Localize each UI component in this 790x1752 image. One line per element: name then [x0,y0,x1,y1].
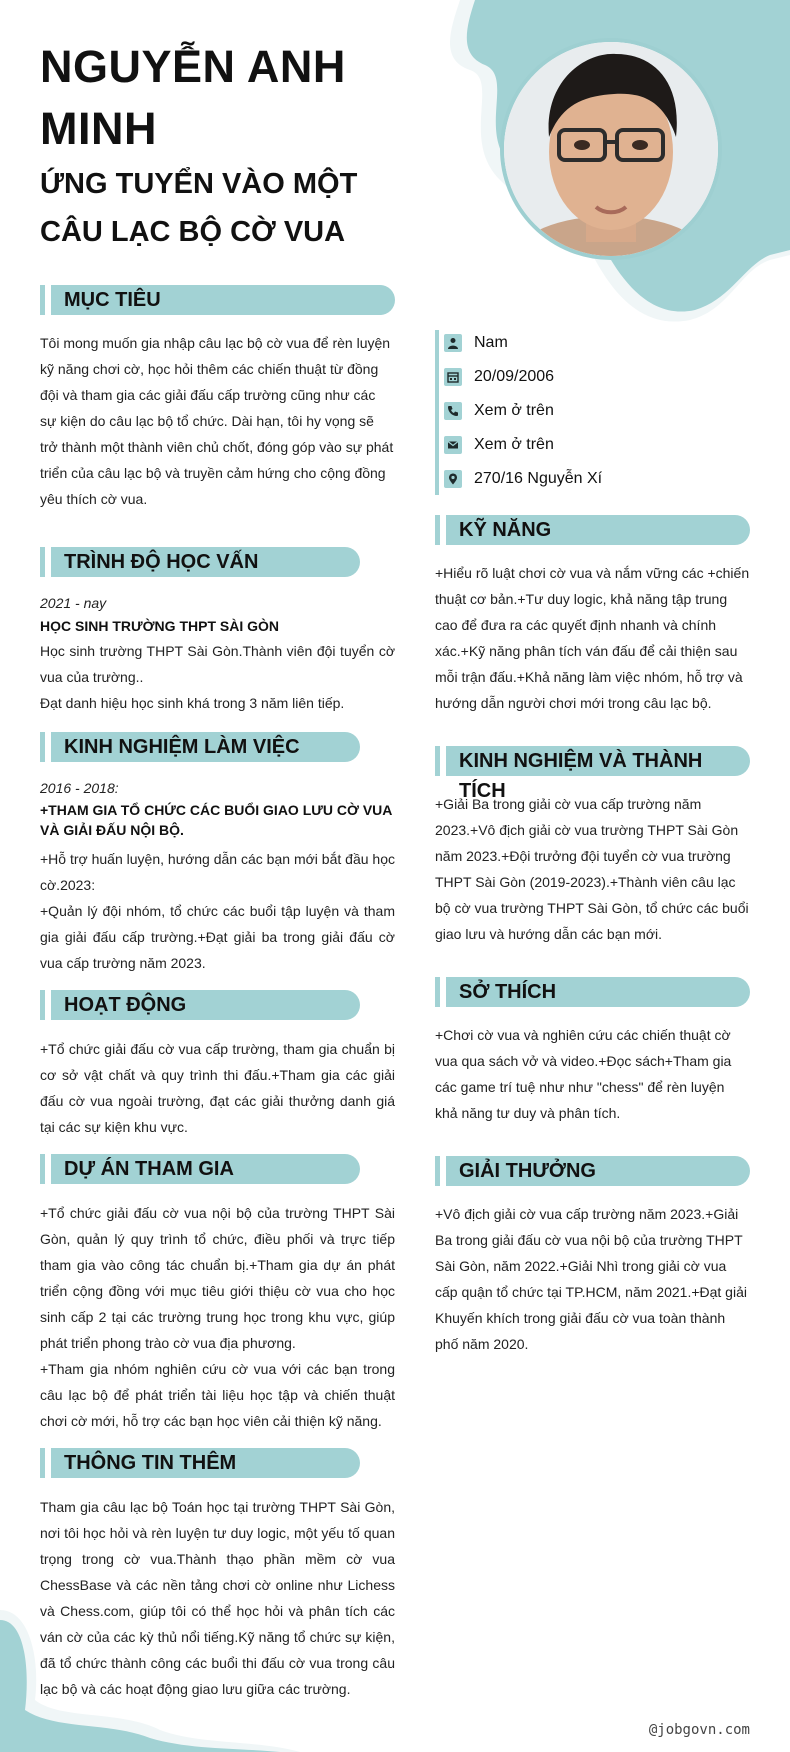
gender-text: Nam [474,334,508,351]
contact-phone [444,397,554,425]
watermark-text: @jobgovn.com [648,1722,750,1738]
contact-address [444,465,602,493]
applied-position: ỨNG TUYỂN VÀO MỘT CÂU LẠC BỘ CỜ VUA [40,168,358,248]
contact-email [444,431,554,459]
education-line-1: Học sinh trường THPT Sài Gòn.Thành viên đội tuyển cờ vua của trường.. [40,643,395,685]
projects-text-2: +Tham gia nhóm nghiên cứu cờ vua với các bạn trong câu lạc bộ để phát triển tài liệu học tập và chiến thuật chơi cờ mới, hỗ trợ các bạn học viên cải thiện kỹ năng. [40,1361,395,1429]
skills-title: KỸ NĂNG [435,515,750,545]
education-school: HỌC SINH TRƯỜNG THPT SÀI GÒN [40,618,280,634]
awards-text: +Vô địch giải cờ vua cấp trường năm 2023.+Giải Ba trong giải đấu cờ vua nội bộ của trường THPT Sài Gòn, năm 2022.+Giải Nhì trong giải cờ vua cấp quận tổ chức tại TP.HCM, năm 2021.+Đạt giải Khuyến khích trong giải đấu cờ vua toàn thành phố năm 2020. [435,1206,747,1352]
candidate-name: NGUYỄN ANH MINH [40,41,346,154]
activities-title: HOẠT ĐỘNG [40,990,360,1020]
experience-line-2: +Quản lý đội nhóm, tổ chức các buổi tập luyện và tham gia giải đấu cấp trường.+Đạt giải ba trong giải đấu cờ vua cấp trường năm 2023. [40,903,395,971]
phone-icon [444,402,462,420]
hobbies-title: SỞ THÍCH [435,977,750,1007]
awards-title: GIẢI THƯỞNG [435,1156,750,1186]
email-text: Xem ở trên [474,436,554,453]
activities-text: +Tổ chức giải đấu cờ vua cấp trường, tham gia chuẩn bị cơ sở vật chất và quy trình thi đấu.+Tham gia các giải đấu cờ vua ngoài trường, đạt các giải thưởng danh giá tại các sự kiện khu vực. [40,1041,395,1135]
more-info-text: Tham gia câu lạc bộ Toán học tại trường THPT Sài Gòn, nơi tôi học hỏi và rèn luyện tư duy logic, một yếu tố quan trọng trong cờ vua.Thành thạo phần mềm cờ vua ChessBase và các nền tảng chơi cờ online như Lichess và Chess.com, giúp tôi có thể học hỏi và phân tích các ván cờ của các kỳ thủ nổi tiếng.Kỹ năng tổ chức sự kiện, đã tổ chức thành công các buổi thi đấu cờ vua trong câu lạc bộ và các hoạt động giao lưu giữa các trường. [40,1499,395,1697]
contact-birthday [444,363,554,391]
projects-title: DỰ ÁN THAM GIA [40,1154,360,1184]
education-title: TRÌNH ĐỘ HỌC VẤN [40,547,360,577]
hobbies-text: +Chơi cờ vua và nghiên cứu các chiến thuật cờ vua qua sách vở và video.+Đọc sách+Tham gia các game trí tuệ như như "chess" để rèn luyện khả năng tư duy và phân tích. [435,1027,732,1121]
objective-title: MỤC TIÊU [40,285,395,315]
birthday-text: 20/09/2006 [474,368,555,385]
projects-text-1: +Tổ chức giải đấu cờ vua nội bộ của trường THPT Sài Gòn, quản lý quy trình tổ chức, điều phối và trực tiếp tham gia vào công tác chuẩn bị.+Tham gia dự án phát triển cộng đồng với mục tiêu giới thiệu cờ vua cho học sinh cấp 2 tại các trường trung học trong khu vực, giúp phát triển phong trào cờ vua địa phương. [40,1205,395,1351]
calendar-icon [444,368,462,386]
education-line-2: Đạt danh hiệu học sinh khá trong 3 năm liên tiếp. [40,695,345,711]
skills-text: +Hiểu rõ luật chơi cờ vua và nắm vững các +chiến thuật cơ bản.+Tư duy logic, khả năng tập trung cao để đưa ra các quyết định nhanh và chính xác.+Kỹ năng phân tích ván đấu để cải thiện sau mỗi trận đấu.+Khả năng làm việc nhóm, hỗ trợ và hướng dẫn người chơi mới trong câu lạc bộ. [435,565,750,711]
contact-gender [444,329,508,357]
experience-title: KINH NGHIỆM LÀM VIỆC [40,732,360,762]
location-pin-icon [444,470,462,488]
contact-accent-bar [435,330,439,495]
experience-date: 2016 - 2018: [40,780,119,796]
phone-text: Xem ở trên [474,402,554,419]
email-icon [444,436,462,454]
profile-photo [500,38,722,260]
more-info-title: THÔNG TIN THÊM [40,1448,360,1478]
education-date: 2021 - nay [40,595,107,611]
achievements-text: +Giải Ba trong giải cờ vua cấp trường năm 2023.+Vô địch giải cờ vua trường THPT Sài Gòn năm 2023.+Đội trưởng đội tuyển cờ vua trường THPT Sài Gòn (2019-2023).+Thành viên câu lạc bộ cờ vua trường THPT Sài Gòn, tổ chức các buổi giao lưu và hướng dẫn các bạn mới. [435,796,749,942]
experience-role: +THAM GIA TỔ CHỨC CÁC BUỔI GIAO LƯU CỜ VUA VÀ GIẢI ĐẤU NỘI BỘ. [40,802,392,838]
objective-text: Tôi mong muốn gia nhập câu lạc bộ cờ vua để rèn luyện kỹ năng chơi cờ, học hỏi thêm các chiến thuật từ đồng đội và tham gia các giải đấu cấp trường cũng như các sự kiện do câu lạc bộ tổ chức. Dài hạn, tôi hy vọng sẽ trở thành một thành viên chủ chốt, đóng góp vào sự phát triển của câu lạc bộ và truyền cảm hứng cho cộng đồng yêu thích cờ vua. [40,335,394,507]
person-icon [444,334,462,352]
person-photo-icon [504,42,718,256]
achievements-title: KINH NGHIỆM VÀ THÀNH TÍCH [435,746,750,776]
address-text: 270/16 Nguyễn Xí [474,470,603,487]
experience-line-1: +Hỗ trợ huấn luyện, hướng dẫn các bạn mới bắt đầu học cờ.2023: [40,851,395,893]
